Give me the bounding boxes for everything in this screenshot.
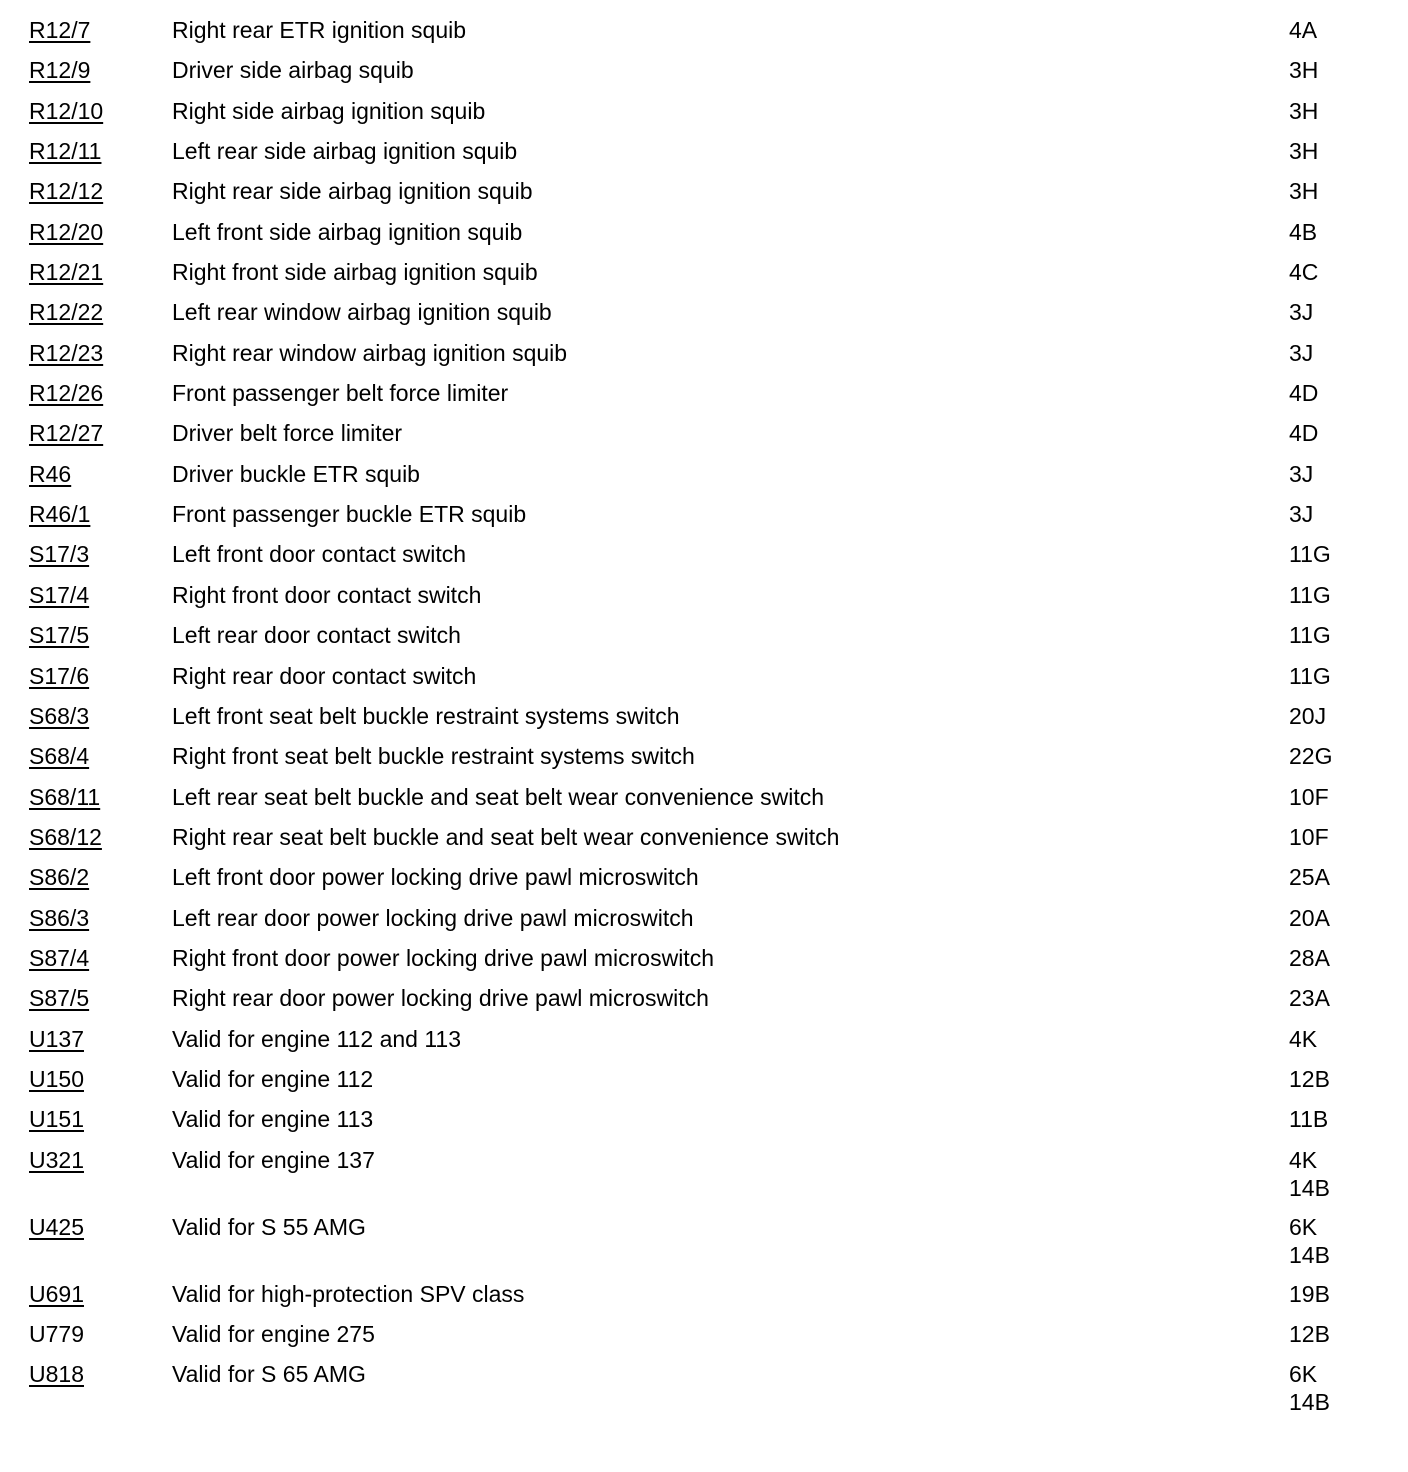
grid-reference: 3J bbox=[1289, 501, 1314, 528]
component-code-link[interactable]: S68/12 bbox=[29, 823, 102, 850]
component-code-link[interactable]: R12/10 bbox=[29, 97, 104, 124]
legend-row bbox=[0, 15, 1408, 55]
grid-references bbox=[1289, 903, 1330, 933]
legend-row bbox=[0, 176, 1408, 216]
grid-reference: 11G bbox=[1289, 662, 1331, 689]
component-code-link[interactable]: S68/11 bbox=[29, 783, 101, 810]
component-code-link[interactable]: R12/22 bbox=[29, 299, 104, 326]
component-code-link[interactable]: R12/7 bbox=[29, 17, 91, 43]
legend-row bbox=[0, 1024, 1408, 1064]
legend-row bbox=[0, 378, 1408, 418]
component-description: Valid for S 55 AMG bbox=[172, 1213, 366, 1240]
component-code-link[interactable]: U150 bbox=[29, 1065, 84, 1092]
component-code-link[interactable]: R12/12 bbox=[29, 178, 104, 205]
grid-reference: 10F bbox=[1289, 783, 1329, 810]
component-description: Driver side airbag squib bbox=[172, 57, 414, 84]
grid-reference: 14B bbox=[1289, 1174, 1330, 1201]
component-code-link[interactable]: R12/20 bbox=[29, 218, 104, 245]
component-description: Valid for S 65 AMG bbox=[172, 1361, 366, 1388]
grid-references bbox=[1289, 1064, 1330, 1094]
component-code-link[interactable]: R12/11 bbox=[29, 138, 102, 165]
component-code-link[interactable]: S87/4 bbox=[29, 944, 90, 971]
legend-row bbox=[0, 580, 1408, 620]
grid-reference: 12B bbox=[1289, 1320, 1330, 1347]
component-code-link[interactable]: R12/9 bbox=[29, 57, 91, 84]
legend-row bbox=[0, 257, 1408, 297]
grid-reference: 4B bbox=[1289, 218, 1318, 245]
component-description: Right side airbag ignition squib bbox=[172, 97, 486, 124]
component-code-link[interactable]: R46/1 bbox=[29, 501, 91, 528]
grid-references bbox=[1289, 15, 1317, 45]
component-description: Driver belt force limiter bbox=[172, 420, 403, 447]
grid-references bbox=[1289, 55, 1318, 85]
legend-row bbox=[0, 903, 1408, 943]
legend-row bbox=[0, 55, 1408, 95]
grid-reference: 20J bbox=[1289, 702, 1327, 729]
grid-reference: 3H bbox=[1289, 178, 1319, 205]
grid-references bbox=[1289, 862, 1330, 892]
legend-row bbox=[0, 1145, 1408, 1212]
component-description: Valid for high-protection SPV class bbox=[172, 1280, 525, 1307]
grid-references bbox=[1289, 297, 1313, 327]
legend-row bbox=[0, 338, 1408, 378]
component-code: U779 bbox=[29, 1320, 84, 1347]
grid-reference: 23A bbox=[1289, 985, 1330, 1012]
component-code-link[interactable]: S17/6 bbox=[29, 662, 90, 689]
grid-references bbox=[1289, 1279, 1330, 1309]
component-description: Right rear side airbag ignition squib bbox=[172, 178, 533, 205]
grid-reference: 4C bbox=[1289, 259, 1319, 286]
component-description: Left rear door contact switch bbox=[172, 622, 461, 649]
component-code-link[interactable]: S17/3 bbox=[29, 541, 90, 568]
grid-references bbox=[1289, 378, 1318, 408]
legend-row bbox=[0, 822, 1408, 862]
legend-row bbox=[0, 1359, 1408, 1426]
grid-reference: 6K bbox=[1289, 1361, 1318, 1388]
legend-row bbox=[0, 217, 1408, 257]
grid-reference: 12B bbox=[1289, 1065, 1330, 1092]
component-description: Front passenger belt force limiter bbox=[172, 380, 509, 407]
grid-reference: 14B bbox=[1289, 1241, 1330, 1268]
grid-reference: 4A bbox=[1289, 17, 1318, 43]
component-code-link[interactable]: S86/2 bbox=[29, 864, 90, 891]
legend-row bbox=[0, 499, 1408, 539]
grid-reference: 11G bbox=[1289, 581, 1331, 608]
component-description: Valid for engine 112 bbox=[172, 1065, 374, 1092]
component-code-link[interactable]: S87/5 bbox=[29, 985, 90, 1012]
component-code-link[interactable]: U691 bbox=[29, 1280, 84, 1307]
legend-row bbox=[0, 862, 1408, 902]
grid-references bbox=[1289, 1104, 1328, 1134]
component-code-link[interactable]: R46 bbox=[29, 460, 72, 487]
grid-reference: 20A bbox=[1289, 904, 1330, 931]
component-description: Right rear ETR ignition squib bbox=[172, 17, 467, 43]
grid-references bbox=[1289, 136, 1318, 166]
component-code-link[interactable]: U425 bbox=[29, 1213, 84, 1240]
component-code-link[interactable]: S86/3 bbox=[29, 904, 90, 931]
grid-references bbox=[1289, 1212, 1330, 1269]
grid-reference: 11B bbox=[1289, 1106, 1329, 1133]
grid-references bbox=[1289, 620, 1331, 650]
legend-row bbox=[0, 701, 1408, 741]
grid-reference: 4D bbox=[1289, 380, 1319, 407]
component-description: Front passenger buckle ETR squib bbox=[172, 501, 527, 528]
grid-reference: 3J bbox=[1289, 339, 1314, 366]
grid-references bbox=[1289, 176, 1318, 206]
legend-row bbox=[0, 782, 1408, 822]
legend-row bbox=[0, 418, 1408, 458]
component-description: Right front door power locking drive pawl microswitch bbox=[172, 944, 714, 971]
grid-references bbox=[1289, 1024, 1317, 1054]
legend-row bbox=[0, 1212, 1408, 1279]
component-legend-list bbox=[0, 15, 1408, 1426]
grid-reference: 4D bbox=[1289, 420, 1319, 447]
grid-references bbox=[1289, 1145, 1330, 1202]
component-description: Right front door contact switch bbox=[172, 581, 482, 608]
grid-references bbox=[1289, 539, 1331, 569]
grid-reference: 25A bbox=[1289, 864, 1330, 891]
legend-row bbox=[0, 741, 1408, 781]
grid-reference: 6K bbox=[1289, 1213, 1318, 1240]
component-code-link[interactable]: U137 bbox=[29, 1025, 84, 1052]
grid-references bbox=[1289, 983, 1330, 1013]
component-description: Right front seat belt buckle restraint systems switch bbox=[172, 743, 695, 770]
component-description: Valid for engine 137 bbox=[172, 1146, 375, 1173]
component-description: Right rear seat belt buckle and seat belt wear convenience switch bbox=[172, 823, 840, 850]
legend-row bbox=[0, 297, 1408, 337]
legend-row bbox=[0, 1064, 1408, 1104]
grid-reference: 4K bbox=[1289, 1025, 1318, 1052]
legend-row bbox=[0, 459, 1408, 499]
grid-references bbox=[1289, 580, 1331, 610]
grid-references bbox=[1289, 661, 1331, 691]
legend-row bbox=[0, 1279, 1408, 1319]
component-description: Valid for engine 112 and 113 bbox=[172, 1025, 462, 1052]
component-code-link[interactable]: U151 bbox=[29, 1106, 84, 1133]
grid-reference: 10F bbox=[1289, 823, 1329, 850]
component-description: Left rear window airbag ignition squib bbox=[172, 299, 552, 326]
legend-row bbox=[0, 943, 1408, 983]
grid-references bbox=[1289, 338, 1313, 368]
grid-reference: 14B bbox=[1289, 1389, 1330, 1416]
grid-references bbox=[1289, 701, 1326, 731]
component-description: Right rear door power locking drive pawl microswitch bbox=[172, 985, 709, 1012]
component-code-link[interactable]: R12/23 bbox=[29, 339, 104, 366]
grid-references bbox=[1289, 96, 1318, 126]
legend-row bbox=[0, 96, 1408, 136]
component-description: Right front side airbag ignition squib bbox=[172, 259, 538, 286]
component-description: Valid for engine 113 bbox=[172, 1106, 374, 1133]
grid-reference: 3H bbox=[1289, 138, 1319, 165]
grid-references bbox=[1289, 943, 1330, 973]
component-code-link[interactable]: R12/27 bbox=[29, 420, 104, 447]
component-code-link[interactable]: R12/21 bbox=[29, 259, 104, 286]
grid-references bbox=[1289, 1319, 1330, 1349]
component-description: Right rear door contact switch bbox=[172, 662, 477, 689]
grid-reference: 3H bbox=[1289, 57, 1319, 84]
grid-reference: 11G bbox=[1289, 541, 1331, 568]
component-description: Driver buckle ETR squib bbox=[172, 460, 420, 487]
grid-references bbox=[1289, 499, 1313, 529]
legend-row bbox=[0, 1319, 1408, 1359]
grid-reference: 3H bbox=[1289, 97, 1319, 124]
component-description: Valid for engine 275 bbox=[172, 1320, 375, 1347]
component-code-link[interactable]: S68/4 bbox=[29, 743, 90, 770]
component-code-link[interactable]: R12/26 bbox=[29, 380, 104, 407]
component-description: Left front door contact switch bbox=[172, 541, 467, 568]
legend-row bbox=[0, 1104, 1408, 1144]
component-code-link[interactable]: S17/5 bbox=[29, 622, 90, 649]
grid-references bbox=[1289, 822, 1329, 852]
grid-reference: 28A bbox=[1289, 944, 1330, 971]
grid-references bbox=[1289, 1359, 1330, 1416]
component-code-link[interactable]: U818 bbox=[29, 1361, 84, 1388]
component-description: Left rear seat belt buckle and seat belt wear convenience switch bbox=[172, 783, 825, 810]
grid-references bbox=[1289, 459, 1313, 489]
grid-reference: 3J bbox=[1289, 299, 1314, 326]
grid-reference: 19B bbox=[1289, 1280, 1330, 1307]
grid-reference: 3J bbox=[1289, 460, 1314, 487]
component-code-link[interactable]: S17/4 bbox=[29, 581, 90, 608]
grid-reference: 22G bbox=[1289, 743, 1333, 770]
component-description: Left rear side airbag ignition squib bbox=[172, 138, 518, 165]
grid-references bbox=[1289, 257, 1318, 287]
grid-references bbox=[1289, 741, 1332, 771]
component-description: Left rear door power locking drive pawl microswitch bbox=[172, 904, 694, 931]
grid-reference: 11G bbox=[1289, 622, 1331, 649]
legend-row bbox=[0, 136, 1408, 176]
grid-references bbox=[1289, 217, 1317, 247]
component-description: Left front door power locking drive pawl microswitch bbox=[172, 864, 699, 891]
legend-row bbox=[0, 983, 1408, 1023]
component-code-link[interactable]: S68/3 bbox=[29, 702, 90, 729]
legend-row bbox=[0, 539, 1408, 579]
component-description: Right rear window airbag ignition squib bbox=[172, 339, 568, 366]
component-code-link[interactable]: U321 bbox=[29, 1146, 84, 1173]
legend-row bbox=[0, 661, 1408, 701]
component-description: Left front side airbag ignition squib bbox=[172, 218, 523, 245]
component-description: Left front seat belt buckle restraint systems switch bbox=[172, 702, 680, 729]
legend-row bbox=[0, 620, 1408, 660]
grid-reference: 4K bbox=[1289, 1146, 1318, 1173]
grid-references bbox=[1289, 782, 1329, 812]
grid-references bbox=[1289, 418, 1318, 448]
